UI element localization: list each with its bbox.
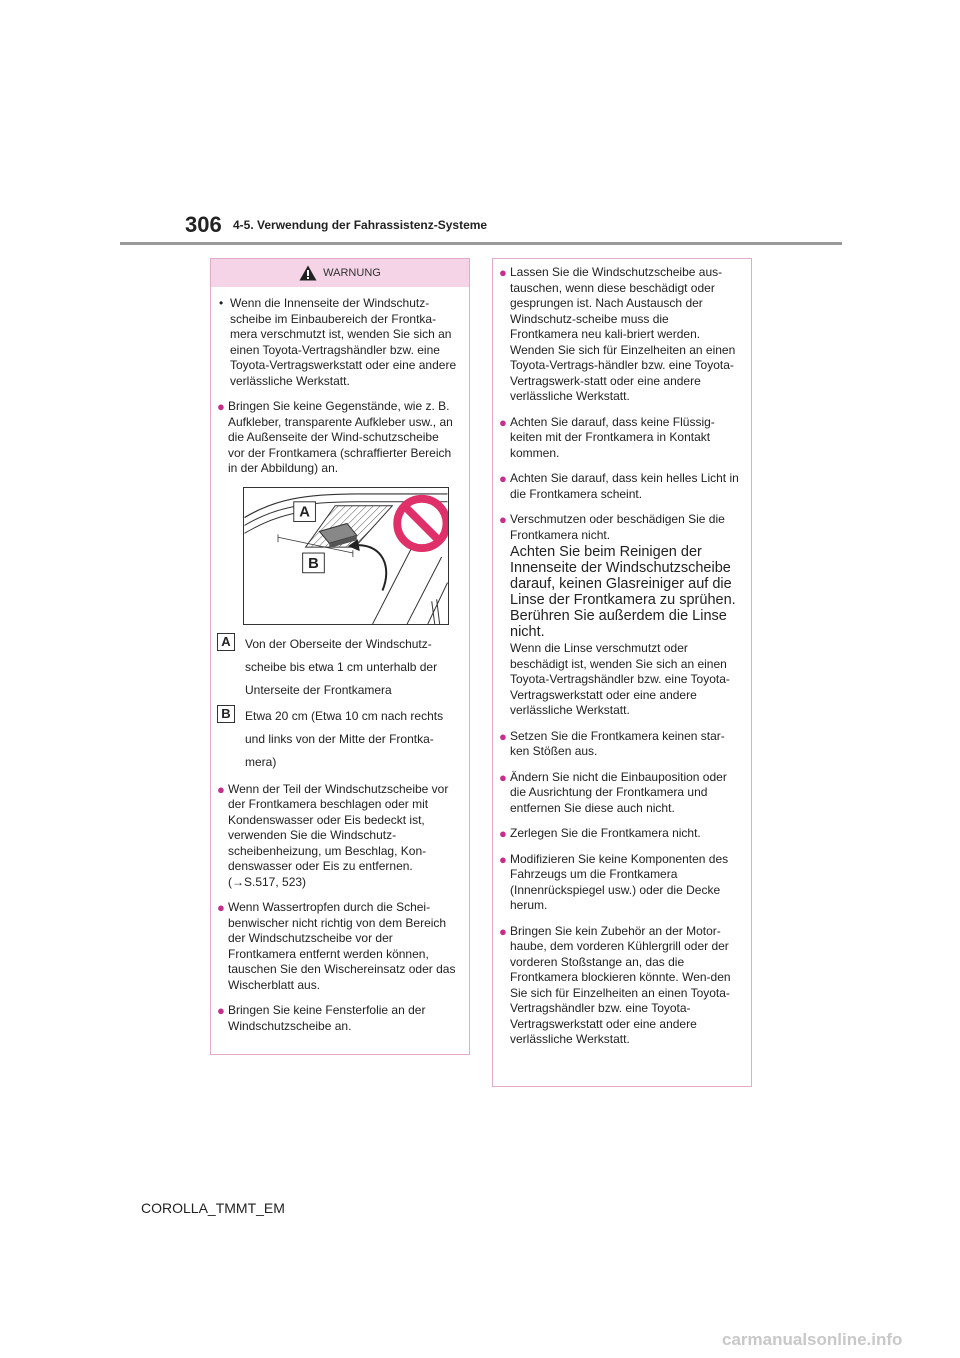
item-text: Achten Sie darauf, dass keine Flüssig-keiten mit der Frontkamera in Kontakt kommen.: [510, 414, 715, 460]
footer-model-code: COROLLA_TMMT_EM: [141, 1200, 285, 1216]
legend-b-key: B: [217, 705, 235, 723]
figure-label-b: B: [308, 555, 319, 572]
bullet-circle-icon: ●: [499, 471, 507, 486]
item-text: Modifizieren Sie keine Komponenten des Fahrzeugs um die Frontkamera (Innenrückspiegel usw.) oder die Decke herum.: [510, 851, 729, 912]
warning-header: [211, 259, 469, 287]
bullet-circle-icon: ●: [499, 826, 507, 841]
list-item: [499, 924, 739, 1048]
prohibition-icon: [397, 498, 446, 547]
list-item: [499, 826, 739, 842]
item-text-body: Wenn der Teil der Windschutzscheibe vor der Frontkamera beschlagen oder mit Kondenswasser oder Eis bedeckt ist, verwenden Sie die Windschutz-scheibenheizung, um Beschlag, Kon-denswasser oder Eis zu entfernen.: [228, 781, 449, 873]
list-item: [499, 852, 739, 914]
item-text-followup: Wenn die Linse verschmutzt oder beschädigt ist, wenden Sie sich an einen Toyota-Vertragshändler bzw. eine Toyota-Vertragswerkstatt oder eine andere verlässliche Werkstatt.: [510, 641, 730, 717]
bullet-circle-icon: ●: [217, 399, 225, 414]
list-item: [499, 770, 739, 817]
warning-content-right: [493, 259, 751, 1048]
bullet-circle-icon: ●: [217, 900, 225, 915]
list-item: [217, 296, 457, 389]
list-item: [499, 265, 739, 405]
legend-a-text: Von der Oberseite der Windschutz-scheibe bis etwa 1 cm unterhalb der Unterseite der Frontkamera: [245, 636, 438, 697]
bullet-point: •: [219, 296, 224, 310]
item-text: Zerlegen Sie die Frontkamera nicht.: [510, 826, 701, 840]
legend-b-text: Etwa 20 cm (Etwa 10 cm nach rechts und links von der Mitte der Frontka-mera): [245, 708, 444, 769]
item-text: [510, 512, 739, 719]
item-text: Setzen Sie die Frontkamera keinen star-ken Stößen aus.: [510, 728, 725, 758]
list-item: [499, 471, 739, 502]
warning-box-right: [492, 258, 752, 1087]
bullet-circle-icon: ●: [499, 769, 507, 785]
page-number: 306: [185, 212, 222, 237]
item-text: Lassen Sie die Windschutzscheibe aus-tauschen, wenn diese beschädigt oder gesprungen ist. Nach Austausch der Windschutz-scheibe muss die Frontkamera neu kali-briert werden. Wenden Sie sich für Einzelheiten an einen Toyota-Vertrags-händler bzw. eine Toyota-Vertragswerk-statt oder eine andere verlässliche Werkstatt.: [510, 265, 736, 403]
bullet-circle-icon: ●: [217, 781, 225, 797]
legend-a-key: A: [217, 633, 235, 651]
bullet-circle-icon: ●: [217, 1003, 225, 1018]
item-text-intro: Verschmutzen oder beschädigen Sie die Frontkamera nicht.: [510, 512, 725, 542]
list-item: [217, 399, 457, 477]
item-text: Bringen Sie keine Fensterfolie an der Windschutzscheibe an.: [228, 1003, 426, 1033]
list-item: [499, 729, 739, 760]
bullet-circle-icon: ●: [499, 512, 507, 527]
bullet-circle-icon: ●: [499, 414, 507, 430]
list-item: [499, 415, 739, 462]
figure-label-a: A: [299, 504, 310, 521]
warning-title: WARNUNG: [323, 267, 381, 279]
item-text: Ändern Sie nicht die Einbauposition oder die Ausrichtung der Frontkamera und entfernen Sie diese auch nicht.: [510, 769, 727, 815]
item-text: Bringen Sie keine Gegenstände, wie z. B. Aufkleber, transparente Aufkleber usw., an die Außenseite der Wind-schutzscheibe vor der Frontkamera (schraffierter Bereich in der Abbildung) an.: [228, 399, 453, 475]
list-item: [217, 782, 457, 891]
warning-content-left: [211, 287, 469, 1034]
header-rule: [120, 242, 842, 245]
bullet-circle-icon: ●: [499, 265, 507, 280]
windshield-illustration: [244, 488, 448, 624]
windshield-camera-figure: [243, 487, 449, 625]
bullet-circle-icon: ●: [499, 851, 507, 867]
item-text: Achten Sie darauf, dass kein helles Licht in die Frontkamera scheint.: [510, 471, 739, 501]
bullet-circle-icon: ●: [499, 728, 507, 744]
legend-b: [217, 705, 457, 774]
bullet-circle-icon: ●: [499, 923, 507, 939]
item-text: Bringen Sie kein Zubehör an der Motor-haube, dem vorderen Kühlergrill oder der vorderen Stoßstange an, das die Frontkamera blockieren könnte. Wen-den Sie sich für Einzelheiten an einen Toyota-Vertragshändler bzw. eine Toyota-Vertragswerkstatt oder eine andere verlässliche Werkstatt.: [510, 923, 731, 1046]
item-text: Wenn die Innenseite der Windschutz-scheibe im Einbaubereich der Frontka-mera verschmutzt ist, wenden Sie sich an einen Toyota-Vertragshändler bzw. eine Toyota-Vertragswerkstatt oder eine andere verlässliche Werkstatt.: [230, 296, 457, 388]
section-title: 4-5. Verwendung der Fahrassistenz-Systeme: [233, 218, 488, 232]
list-item: [217, 900, 457, 993]
warning-triangle-icon: [299, 265, 317, 281]
warning-box-left: [210, 258, 470, 1055]
list-item: [217, 1003, 457, 1034]
list-item: [499, 512, 739, 719]
watermark: carmanualsonline.info: [722, 1330, 903, 1349]
item-text: Wenn Wassertropfen durch die Schei-benwischer nicht richtig von dem Bereich der Windschutzscheibe vor der Frontkamera entfernt werden können, tauschen Sie den Wischereinsatz oder das Wischerblatt aus.: [228, 900, 456, 992]
item-text-emphasis: Achten Sie beim Reinigen der Innenseite der Windschutzscheibe darauf, keinen Glasreiniger auf die Linse der Frontkamera zu sprühen. Berühren Sie außerdem die Linse nicht.: [510, 544, 736, 640]
item-text: [228, 782, 457, 891]
page-reference: (→S.517, 523): [228, 874, 307, 889]
legend-a: [217, 633, 457, 702]
